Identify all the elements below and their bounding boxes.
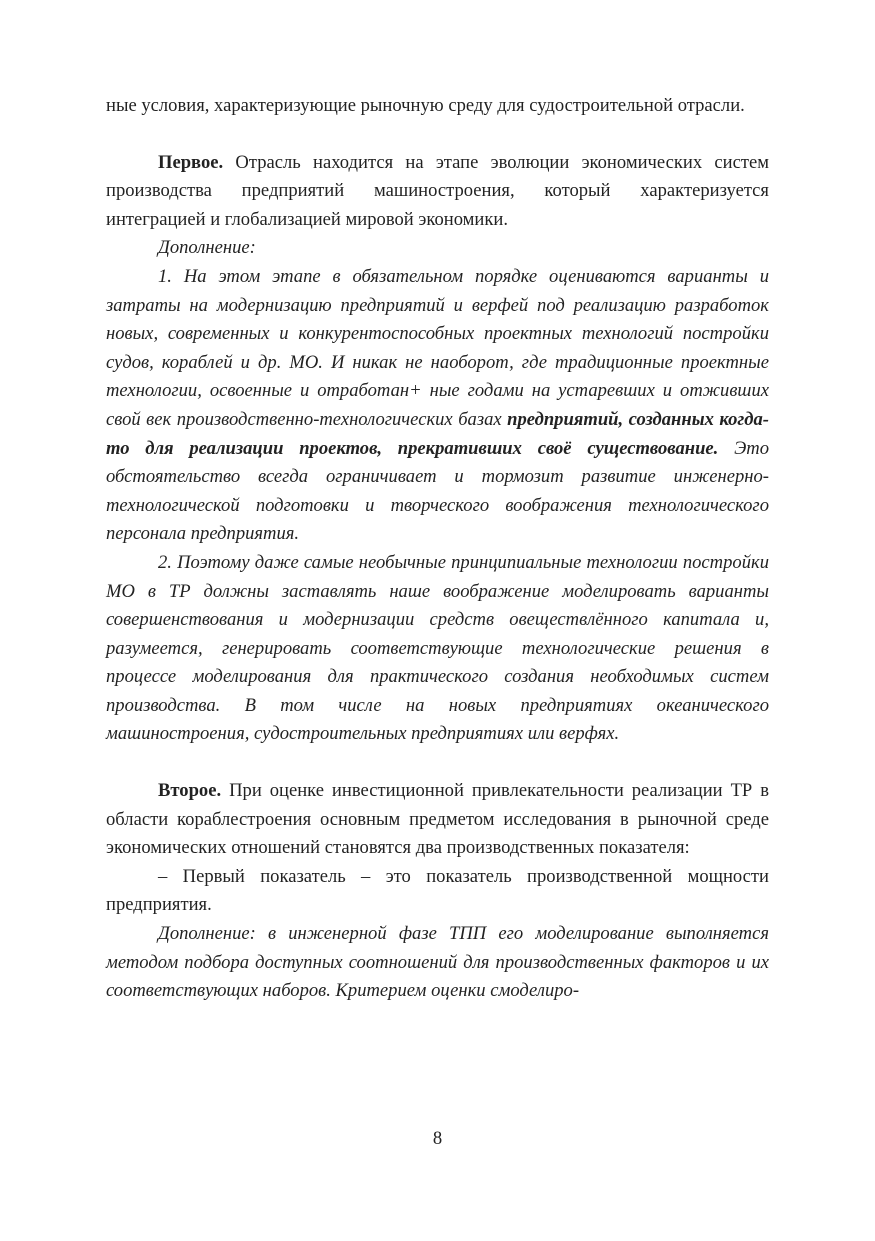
indicator-first: – Первый показатель – это показатель производственной мощности предприятия. <box>106 865 769 916</box>
supplement-engineering-phase: Дополнение: в инженерной фазе ТПП его моделирование выполняется методом подбора доступных соотношений для производственных факторов и их соответствующих наборов. Критерием оценки смоделиро- <box>106 923 769 1002</box>
paragraph-second <box>106 777 769 863</box>
supplement-item-1-text-b: Это обстоятельство всегда ограничивает и тормозит развитие инженерно-технологической подготовки и творческого воображения технологического персонала предприятия. <box>106 437 769 545</box>
supplement-item-1 <box>106 263 769 549</box>
paragraph-first-lead: Первое. <box>158 151 224 173</box>
paragraph-first <box>106 149 769 235</box>
paragraph-second-text: При оценке инвестиционной привлекательности реализации ТР в области кораблестроения основным предметом исследования в рыночной среде экономических отношений становятся два производственных показателя: <box>106 780 769 859</box>
paragraph-second-lead: Второе. <box>158 780 222 802</box>
page-number: 8 <box>432 1128 443 1149</box>
supplement-heading: Дополнение: <box>158 237 256 259</box>
supplement-item-1-text-a: 1. На этом этапе в обязательном порядке оцениваются варианты и затраты на модернизацию предприятий и верфей под реализацию разработок новых, современных и конкурентоспособных проектных технологий постройки судов, кораблей и др. МО. И никак не наоборот, где традиционные проектные технологии, освоенные и отработан+ ные годами на устаревших и отживших свой век производственно-технологических базах <box>106 265 769 430</box>
page-body <box>106 92 769 1006</box>
paragraph-first-text: Отрасль находится на этапе эволюции экономических систем производства предприятий машиностроения, который характеризуется интеграцией и глобализацией мировой экономики. <box>106 151 769 230</box>
supplement-item-1-emphasis: предприятий, созданных когда-то для реализации проектов, прекративших своё существование. <box>106 408 769 459</box>
paragraph-continuation: ные условия, характеризующие рыночную среду для судостроительной отрасли. <box>106 95 745 116</box>
supplement-item-2: 2. Поэтому даже самые необычные принципиальные технологии постройки МО в ТР должны заставлять наше воображение моделировать варианты совершенствования и модернизации средств овеществлённого капитала и, разумеется, генерировать соответствующие технологические решения в процессе моделирования для практического создания необходимых систем производства. В том числе на новых предприятиях океанического машиностроения, судостроительных предприятиях или верфях. <box>106 551 769 745</box>
